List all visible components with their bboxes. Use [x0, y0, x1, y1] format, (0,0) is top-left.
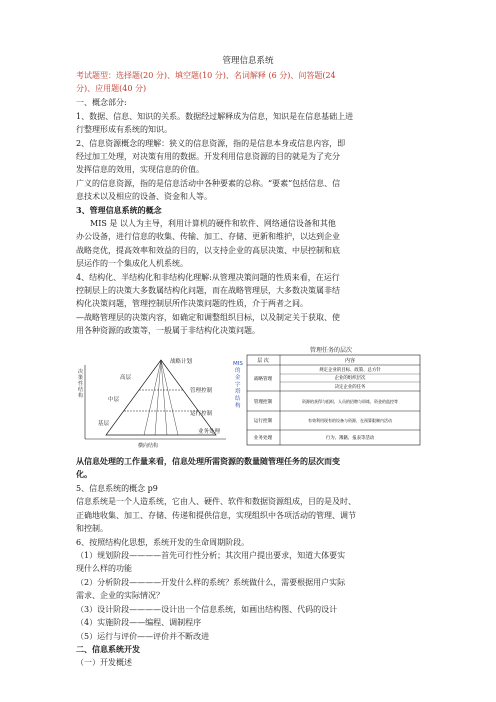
paragraph-line: （2）分析阶段————开发什么样的系统？系统做什么，需要根据用户实际 — [76, 578, 346, 587]
pyramid-rib — [155, 360, 161, 435]
paragraph-line: —战略管理层的决策内容，如确定和调整组织目标，以及制定关于获取、使 — [76, 313, 340, 322]
task-label-transaction: 业务处理 — [198, 429, 221, 435]
paragraph-line: 办公设备，进行信息的收集、传输、加工、存储、更新和维护，以达到企业 — [76, 232, 340, 241]
task-label-strategic: 战略计划 — [170, 359, 193, 365]
paragraph-line: 6、按照结构化思想，系统开发的生命周期阶段。 — [76, 538, 250, 547]
paragraph-line: （3）设计阶段————设计出一个信息系统，如画出结构图、代码的设计 — [76, 605, 338, 614]
paragraph-line: （4）实施阶段——编程、调制程序 — [76, 618, 202, 627]
table-row-content: 资源的获得与组织，人员的招聘与训练，资金的监控等 — [302, 399, 398, 404]
table-header-level: 层 次 — [257, 358, 269, 364]
paragraph-line: 信息系统是一个人造系统，它由人、硬件、软件和数据资源组成，目的是及时、 — [76, 497, 356, 506]
exam-types-line-2: 分)、应用题(40 分) — [76, 84, 147, 93]
bold-statement-line: 化。 — [76, 469, 92, 479]
paragraph-line: 1、数据、信息、知识的关系。数据经过解释成为信息，知识是在信息基础上进 — [76, 112, 354, 121]
horizontal-axis-label: 横向结构 — [138, 443, 159, 449]
vertical-axis-label: 决策性结构 — [78, 369, 84, 399]
paragraph-line: 用各种资源的政策等，一般属于非结构化决策问题。 — [76, 326, 260, 335]
table-row-content: 行为、簿籍、报表等活动 — [325, 436, 375, 441]
paragraph-line: 战略竞优，提高效率和效益的目的，以支持企业的高层决策、中层控制和底 — [76, 246, 340, 255]
paragraph-line: 息技术以及相应的设备、资金和人等。 — [76, 192, 212, 201]
section-heading-dev: 二、信息系统开发 — [76, 644, 140, 654]
paragraph-line: 和控制。 — [76, 524, 108, 533]
table-row-level: 运行控制 — [253, 419, 273, 424]
paragraph-line: （5）运行与评价——评价并不断改进 — [76, 632, 210, 641]
paragraph-line: MIS 是 以人为主导，利用计算机的硬件和软件、网络通信设备和其他 — [90, 219, 336, 228]
mis-pyramid-label: MIS 的金字塔结构 — [233, 361, 243, 409]
level-label-middle: 中层 — [108, 397, 120, 403]
table-row-level: 战略管理 — [253, 377, 273, 382]
paragraph-line: （1）规划阶段————首先可行性分析；其次用户提出要求，知道大体要实 — [76, 551, 346, 560]
paragraph-line: 2、信息资源概念的理解：狭义的信息资源，指的是信息本身或信息内容，即 — [76, 139, 346, 148]
paragraph-line: 5、信息系统的概念 p9 — [76, 484, 158, 493]
paragraph-line: 正确地收集、加工、存储、传递和提供信息，实现组织中各项活动的管理、调节 — [76, 511, 356, 520]
task-label-operational: 运行控制 — [190, 411, 213, 417]
pyramid-rib — [161, 360, 167, 435]
doc-title: 管理信息系统 — [222, 56, 274, 66]
table-row-content: 企业的组织层次 — [334, 376, 366, 381]
table-row-content: 决定企业的任务 — [334, 385, 366, 390]
exam-types-line-1: 考试题型：选择题(20 分)、填空题(10 分)、名词解释 (6 分)、问答题(24 — [76, 71, 336, 80]
paragraph-line: 发挥信息的效用，实现信息的价值。 — [76, 165, 204, 174]
paragraph-line: 行整理形成有系统的知识。 — [76, 125, 172, 134]
paragraph-line: 现什么样的功能 — [76, 564, 132, 573]
task-label-management: 管理控制 — [190, 388, 213, 394]
paragraph-line: 控制层上的决策大多数属结构化问题，而在战略管理层，大多数决策属非结 — [76, 286, 340, 295]
paragraph-line: 4、结构化、半结构化和非结构化理解:从管理决策问题的性质来看，在运行 — [76, 273, 340, 282]
table-row-level: 业务处理 — [253, 436, 273, 441]
table-row-content: 规定企业的目标、政策、总方针 — [319, 368, 381, 373]
mis-pyramid-diagram — [76, 345, 421, 450]
section-heading: 一、概念部分: — [76, 98, 127, 107]
paragraph-line: 需求、企业的实际情况？ — [76, 591, 164, 600]
level-label-base: 基层 — [98, 421, 110, 427]
paragraph-line: 经过加工处理，对决策有用的数据。开发利用信息资源的目的就是为了充分 — [76, 152, 340, 161]
table-header-content: 内容 — [344, 358, 356, 364]
table-row-level: 管理控制 — [253, 400, 273, 405]
paragraph-line: 构化决策问题，管理控制层所作决策问题的性质，介于两者之间。 — [76, 299, 308, 308]
paragraph-line: 广义的信息资源，指的是信息活动中各种要素的总称。“要素”包括信息、信 — [76, 179, 341, 188]
subheading-mis-concept: 3、管理信息系统的概念 — [76, 205, 162, 215]
diagram-svg — [76, 345, 421, 450]
subsection-heading: （一）开发概述 — [76, 658, 132, 667]
table-title: 管理任务的层次 — [309, 347, 353, 354]
table-row-content: 有效利用现有的设备与资源，在预算限制内活动 — [308, 418, 392, 423]
bold-statement-line: 从信息处理的工作量来看，信息处理所需资源的数量随管理任务的层次而变 — [76, 456, 340, 466]
level-label-high: 高层 — [120, 375, 132, 381]
pyramid-outline — [106, 360, 216, 435]
paragraph-line: 层运作的一个集成化人机系统。 — [76, 259, 188, 268]
